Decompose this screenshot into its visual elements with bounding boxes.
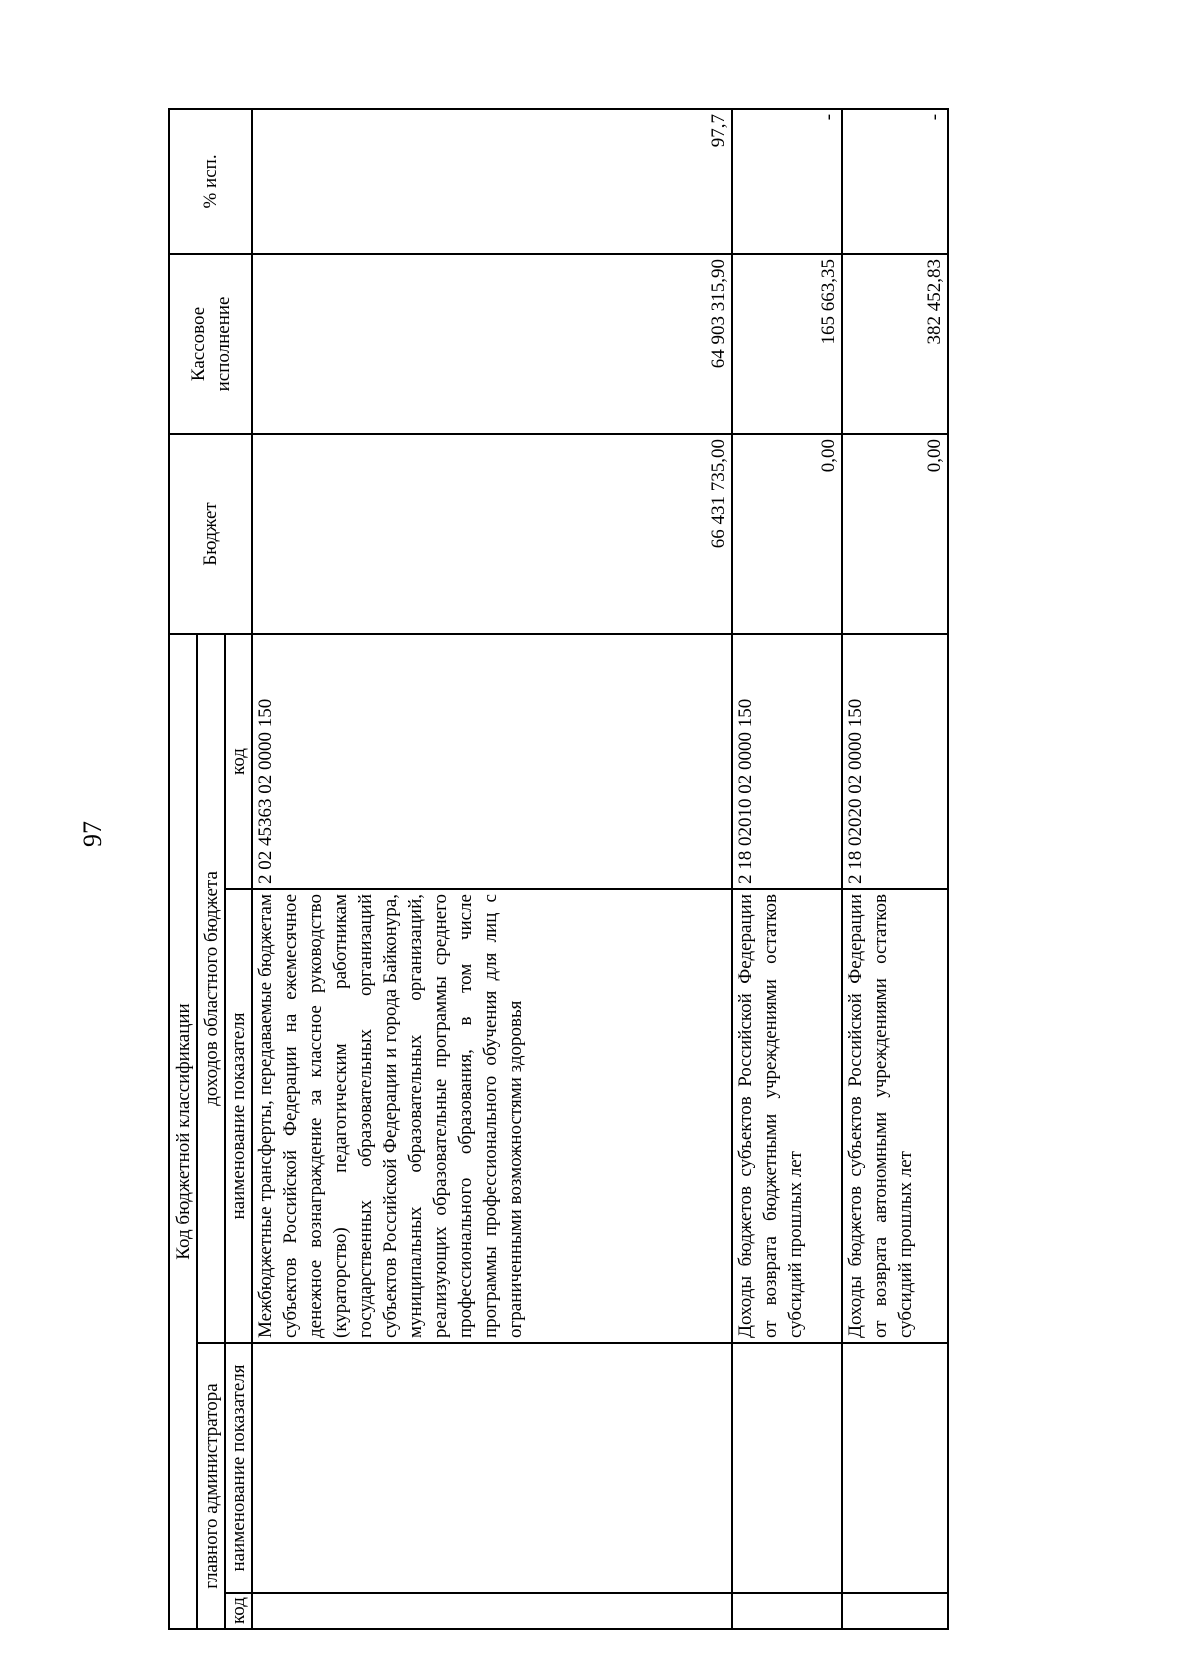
header-budget: Бюджет: [169, 434, 252, 634]
admin-name-cell: [252, 1343, 732, 1593]
table-row: [732, 109, 842, 1629]
income-code-cell: 2 02 45363 02 0000 150: [252, 634, 732, 889]
header-income: доходов областного бюджета: [197, 634, 225, 1343]
rotated-table-wrapper: [168, 110, 948, 1630]
indicator-name-cell: Доходы бюджетов субъектов Российской Федерации от возврата автономными учреждениями остатков субсидий прошлых лет: [842, 889, 948, 1343]
indicator-name-cell: Доходы бюджетов субъектов Российской Федерации от возврата бюджетными учреждениями остатков субсидий прошлых лет: [732, 889, 842, 1343]
header-execution: Кассовое исполнение: [169, 254, 252, 434]
execution-cell: 382 452,83: [842, 254, 948, 434]
indicator-name-cell: Межбюджетные трансферты, передаваемые бюджетам субъектов Российской Федерации на ежемесячное денежное вознаграждение за классное руководство (кураторство) педагогическим работникам государственных образовательных организаций субъектов Российской Федерации и города Байконура, муниципальных образовательных организаций, реализующих образовательные программы среднего профессионального образования, в том числе программы профессионального обучения для лиц с ограниченными возможностями здоровья: [252, 889, 732, 1343]
admin-code-cell: [252, 1593, 732, 1629]
admin-code-cell: [732, 1593, 842, 1629]
income-code-cell: 2 18 02020 02 0000 150: [842, 634, 948, 889]
table-row: [842, 109, 948, 1629]
table-row: [252, 109, 732, 1629]
header-percent: % исп.: [169, 109, 252, 254]
admin-code-cell: [842, 1593, 948, 1629]
admin-name-cell: [732, 1343, 842, 1593]
percent-cell: 97,7: [252, 109, 732, 254]
header-income-code: код: [225, 634, 252, 889]
income-code-cell: 2 18 02010 02 0000 150: [732, 634, 842, 889]
budget-cell: 0,00: [732, 434, 842, 634]
header-admin: главного администратора: [197, 1343, 225, 1629]
percent-cell: -: [842, 109, 948, 254]
header-classification: Код бюджетной классификации: [169, 634, 197, 1629]
header-income-name: наименование показателя: [225, 889, 252, 1343]
admin-name-cell: [842, 1343, 948, 1593]
page-number: 97: [78, 821, 107, 847]
header-admin-code: код: [225, 1593, 252, 1629]
execution-cell: 64 903 315,90: [252, 254, 732, 434]
percent-cell: -: [732, 109, 842, 254]
budget-cell: 66 431 735,00: [252, 434, 732, 634]
header-admin-name: наименование показателя: [225, 1343, 252, 1593]
budget-table: [168, 108, 949, 1630]
execution-cell: 165 663,35: [732, 254, 842, 434]
budget-cell: 0,00: [842, 434, 948, 634]
